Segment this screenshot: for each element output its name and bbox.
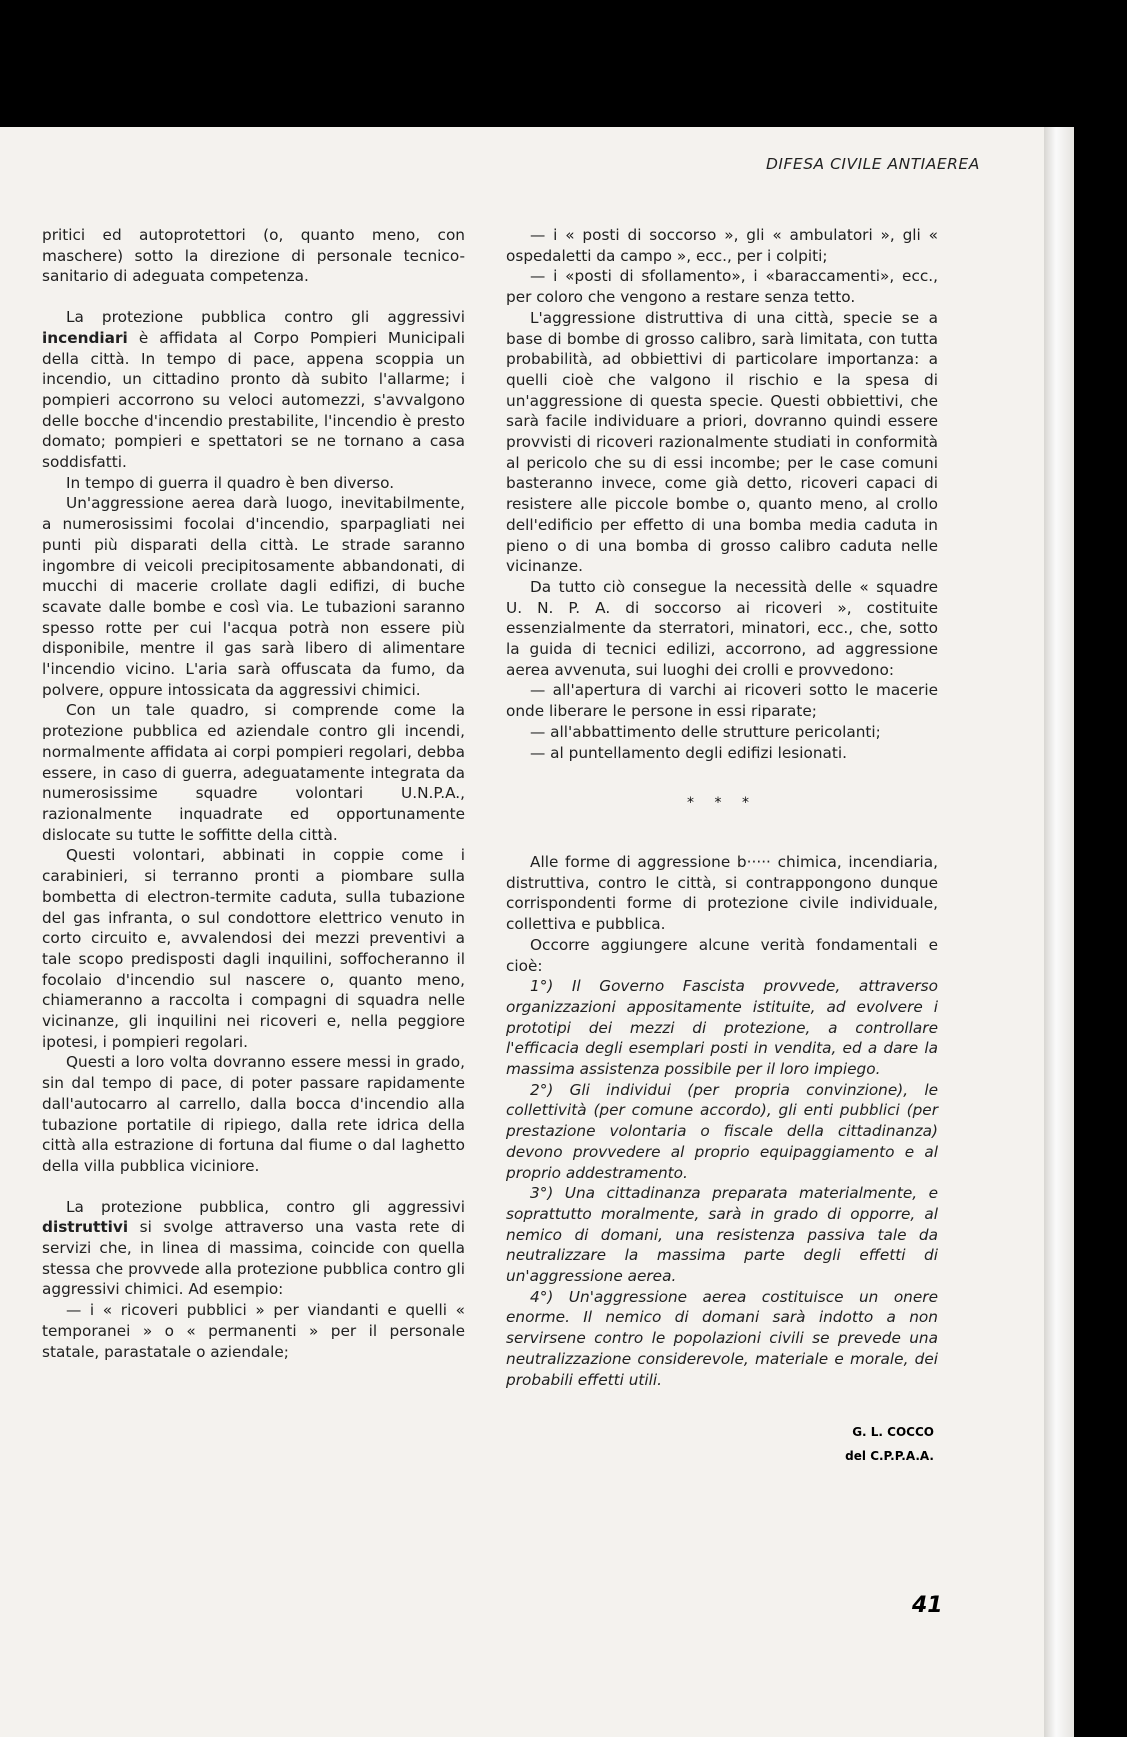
paragraph: pritici ed autoprotettori (o, quanto meno, con maschere) sotto la direzione di personale tecnico-sanitario di adeguata competenza. [42, 226, 465, 286]
author-name: G. L. COCCO [852, 1425, 934, 1440]
list-item: — al puntellamento degli edifizi lesionati. [530, 743, 848, 762]
emphasis: distruttivi [42, 1218, 129, 1237]
numbered-point: 4°) Un'aggressione aerea costituisce un onere enorme. Il nemico di domani sarà indotto a non servirsene contro le popolazioni civili se prevede una neutralizzazione considerevole, materiale e morale, dei probabili effetti utili. [506, 1287, 938, 1389]
running-head: DIFESA CIVILE ANTIAEREA [766, 155, 980, 173]
list-item: — i « posti di soccorso », gli « ambulatori », gli « ospedaletti da campo », ecc., per i colpiti; [506, 226, 938, 265]
paragraph: La protezione pubblica contro gli aggressivi incendiari è affidata al Corpo Pompieri Municipali della città. In tempo di pace, appena scoppia un incendio, un cittadino pronto dà subito l'allarme; i pompieri accorrono su veloci automezzi, s'avvalgono delle bocche d'incendio prestabilite, l'incendio è presto domato; pompieri e spettatori se ne tornano a casa soddisfatti. [42, 308, 465, 472]
list-item: — i «posti di sfollamento», i «baraccamenti», ecc., per coloro che vengono a restare senza tetto. [506, 267, 938, 307]
author-affiliation: del C.P.P.A.A. [845, 1449, 934, 1464]
list-item: — all'abbattimento delle strutture pericolanti; [530, 722, 881, 741]
paragraph: Questi volontari, abbinati in coppie come i carabinieri, si terranno pronti a piombare sulla bombetta di electron-termite caduta, sulla tubazione del gas infranta, o sul condottore elettrico venuto in corto circuito e, avvalendosi dei mezzi preventivi a tale scopo predisposti dagli inquilini, soffocheranno il focolaio d'incendio sul nascere o, quanto meno, chiameranno a raccolta i compagni di squadra nelle vicinanze, gli inquilini nei ricoveri e, nella peggiore ipotesi, i pompieri regolari. [42, 846, 465, 1051]
emphasis: incendiari [42, 328, 128, 347]
paragraph: L'aggressione distruttiva di una città, specie se a base di bombe di grosso calibro, sarà limitata, con tutta probabilità, ad obbiettivi di particolare importanza: a quelli cioè che valgono il rischio e la spesa di un'aggressione di questa specie. Questi obbiettivi, che sarà facile individuare a priori, dovranno quindi essere provvisti di ricoveri razionalmente studiati in conformità al pericolo che su di essi incombe; per le case comuni basteranno invece, come già detto, ricoveri capaci di resistere alle piccole bombe o, quanto meno, al crollo dell'edificio per effetto di una bomba media caduta in pieno o di una bomba di grosso calibro caduta nelle vicinanze. [506, 308, 938, 576]
paragraph: In tempo di guerra il quadro è ben diverso. [66, 473, 395, 492]
list-item: — all'apertura di varchi ai ricoveri sotto le macerie onde liberare le persone in essi riparate; [506, 681, 938, 721]
list-item: — i « ricoveri pubblici » per viandanti e quelli « temporanei » o « permanenti » per il personale statale, parastatale o aziendale; [42, 1301, 465, 1361]
page-edge [1044, 127, 1074, 1737]
page-number: 41 [912, 1593, 943, 1618]
numbered-point: 3°) Una cittadinanza preparata materialmente, e soprattutto moralmente, sarà in grado di opporre, al nemico di domani, una resistenza passiva tale da neutralizzare la massima parte degli effetti di un'aggressione aerea. [506, 1184, 938, 1286]
left-column [42, 225, 465, 1362]
paragraph: Alle forme di aggressione b····· chimica, incendiaria, distruttiva, contro le città, si contrappongono dunque corrispondenti forme di protezione civile individuale, collettiva e pubblica. [506, 852, 938, 934]
paragraph: Un'aggressione aerea darà luogo, inevitabilmente, a numerosissimi focolai d'incendio, sparpagliati nei punti più disparati della città. Le strade saranno ingombre di veicoli precipitosamente abbandonati, di mucchi di macerie crollate dagli edifizi, di buche scavate dalle bombe e così via. Le tubazioni saranno spesso rotte per cui l'acqua potrà non essere più disponibile, mentre il gas sarà libero di alimentare l'incendio vicino. L'aria sarà offuscata da fumo, da polvere, oppure intossicata da aggressivi chimici. [42, 494, 465, 699]
numbered-point: 1°) Il Governo Fascista provvede, attraverso organizzazioni appositamente istituite, ad evolvere i prototipi dei mezzi di protezione, a controllare l'efficacia degli esemplari posti in vendita, ed a dare la massima assistenza possibile per il loro impiego. [506, 977, 938, 1079]
paragraph: Con un tale quadro, si comprende come la protezione pubblica ed aziendale contro gli incendi, normalmente affidata ai corpi pompieri regolari, debba essere, in caso di guerra, adeguatamente integrata da numerosissime squadre volontari U.N.P.A., razionalmente inquadrate ed opportunamente dislocate su tutte le soffitte della città. [42, 701, 465, 844]
author-signature [506, 1420, 938, 1468]
paragraph: Questi a loro volta dovranno essere messi in grado, sin dal tempo di pace, di poter passare rapidamente dall'autocarro al carrello, dalla bocca d'incendio alla tubazione portatile di ripiego, dalla rete idrica della città alla estrazione di fortuna dal fiume o dal laghetto della villa pubblica viciniore. [42, 1053, 465, 1175]
section-divider: * * * [687, 795, 757, 812]
paragraph: Occorre aggiungere alcune verità fondamentali e cioè: [506, 935, 938, 975]
right-column [506, 225, 938, 1468]
numbered-point: 2°) Gli individui (per propria convinzione), le collettività (per comune accordo), gli enti pubblici (per prestazione volontaria o fiscale della cittadinanza) devono provvedere al proprio equipaggiamento e al proprio addestramento. [506, 1080, 938, 1182]
paragraph: La protezione pubblica, contro gli aggressivi distruttivi si svolge attraverso una vasta rete di servizi che, in linea di massima, coincide con quella stessa che provvede alla protezione pubblica contro gli aggressivi chimici. Ad esempio: [42, 1197, 465, 1299]
paragraph: Da tutto ciò consegue la necessità delle « squadre U. N. P. A. di soccorso ai ricoveri », costituite essenzialmente da sterratori, minatori, ecc., che, sotto la guida di tecnici edilizi, accorrono, ad aggressione aerea avvenuta, sui luoghi dei crolli e provvedono: [506, 577, 938, 679]
